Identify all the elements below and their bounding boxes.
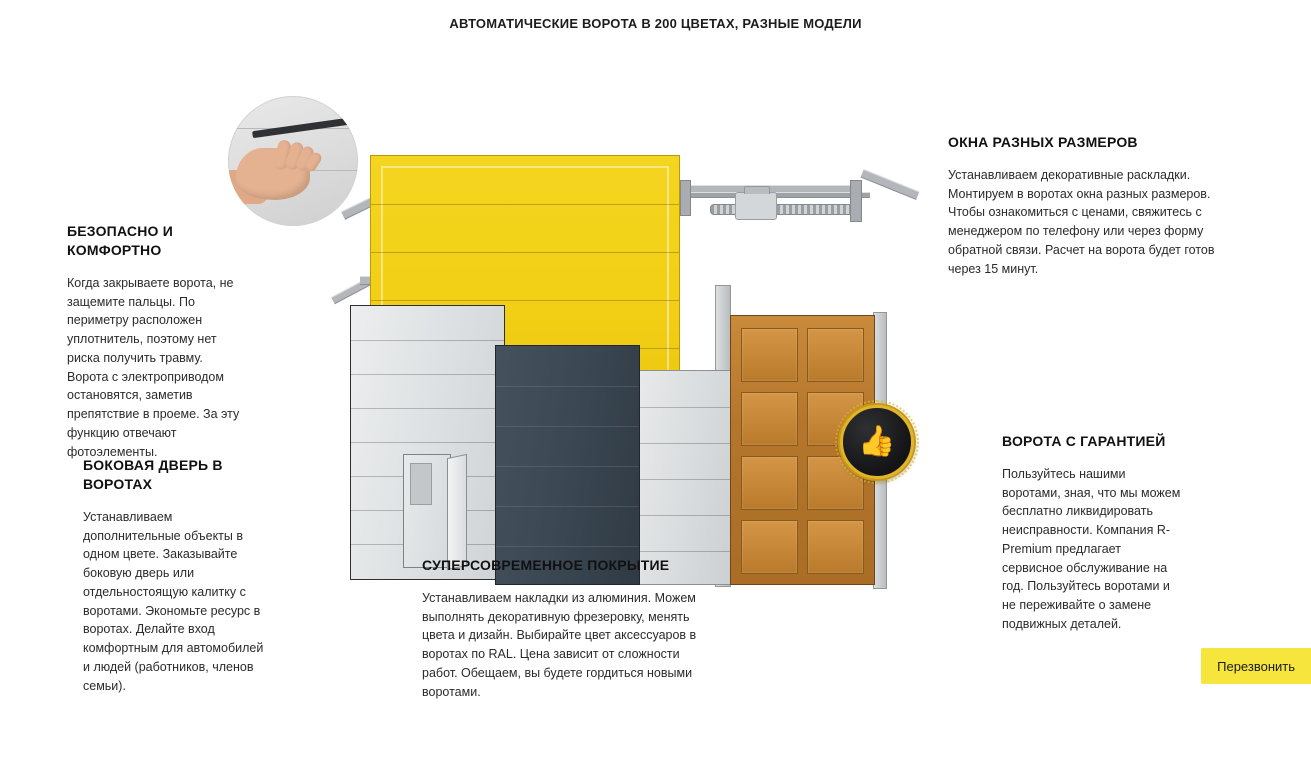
feature-text-windows: Устанавливаем декоративные раскладки. Монтируем в воротах окна разных размеров. Чтобы ознакомиться с ценами, свяжитесь с менеджером по телефону или через форму обратной связи. Расчет на ворота будет готов через 15 минут. xyxy=(948,167,1215,276)
feature-block-safety xyxy=(67,222,242,461)
feature-block-windows xyxy=(948,133,1248,278)
feature-title-warranty: ВОРОТА С ГАРАНТИЕЙ xyxy=(1002,433,1166,449)
door-seam xyxy=(371,204,679,205)
feature-block-side-door xyxy=(83,456,273,695)
door-seam xyxy=(371,252,679,253)
bracket xyxy=(680,180,691,216)
door-seam xyxy=(496,466,639,467)
wood-panel-cell xyxy=(741,392,798,446)
door-dark-blue xyxy=(495,345,640,585)
door-seam xyxy=(351,374,504,375)
feature-text-warranty: Пользуйтесь нашими воротами, зная, что мы можем бесплатно ликвидировать неисправности. Компания R-Premium предлагает сервисное обслуживание на год. Пользуйтесь воротами и не переживайте о замене подвижных деталей. xyxy=(1002,466,1181,631)
feature-title-side-door: БОКОВАЯ ДВЕРЬ В ВОРОТАХ xyxy=(83,457,223,492)
feature-title-coating: СУПЕРСОВРЕМЕННОЕ ПОКРЫТИЕ xyxy=(422,557,670,573)
door-seam xyxy=(496,506,639,507)
wood-panel-cell xyxy=(807,520,864,574)
door-seam xyxy=(636,443,744,444)
feature-block-coating xyxy=(422,556,712,701)
wood-panel-cell xyxy=(807,328,864,382)
wicket-door-leaf xyxy=(447,454,467,570)
door-seam xyxy=(496,386,639,387)
door-grey-small xyxy=(635,370,745,585)
opener-lamp xyxy=(735,192,777,220)
feature-text-safety: Когда закрываете ворота, не защемите пальцы. По периметру расположен уплотнитель, поэтому нет риска получить травму. Ворота с электроприводом остановятся, заметив препятствие в проеме. За эту функцию отвечают фотоэлементы. xyxy=(67,275,240,459)
feature-title-safety: БЕЗОПАСНО И КОМФОРТНО xyxy=(67,223,173,258)
callback-button[interactable]: Перезвонить xyxy=(1201,648,1311,684)
feature-text-side-door: Устанавливаем дополнительные объекты в одном цвете. Заказывайте боковую дверь или отдельностоящую калитку с воротами. Экономьте ресурс в воротах. Делайте вход комфортным для автомобилей и людей (работников, членов семьи). xyxy=(83,509,264,693)
hand-photo-circle xyxy=(228,96,358,226)
wicket-door xyxy=(403,454,451,568)
door-seam xyxy=(636,551,744,552)
quality-badge xyxy=(840,405,914,479)
door-white-with-wicket xyxy=(350,305,505,580)
door-seam xyxy=(636,407,744,408)
door-seam xyxy=(636,515,744,516)
door-seam xyxy=(496,546,639,547)
door-seam xyxy=(351,340,504,341)
feature-text-coating: Устанавливаем накладки из алюминия. Можем выполнять декоративную фрезеровку, менять цвета и дизайн. Выбирайте цвет аксессуаров в воротах по RAL. Цена зависит от сложности работ. Обещаем, вы будете гордиться новыми воротами. xyxy=(422,590,697,699)
door-seam xyxy=(351,408,504,409)
bracket xyxy=(850,180,862,222)
wood-panel-cell xyxy=(741,456,798,510)
door-seam xyxy=(496,426,639,427)
wood-panel-cell xyxy=(741,520,798,574)
feature-title-windows: ОКНА РАЗНЫХ РАЗМЕРОВ xyxy=(948,134,1138,150)
door-seam xyxy=(351,442,504,443)
door-edge xyxy=(252,115,358,138)
door-seam xyxy=(371,300,679,301)
wood-panel-cell xyxy=(741,328,798,382)
torsion-spring xyxy=(710,204,862,215)
door-seam xyxy=(636,479,744,480)
thumbs-up-icon: 👍 xyxy=(858,425,896,458)
feature-block-warranty xyxy=(1002,432,1182,634)
wicket-pane xyxy=(410,463,432,505)
page-title: АВТОМАТИЧЕСКИЕ ВОРОТА В 200 ЦВЕТАХ, РАЗНЫЕ МОДЕЛИ xyxy=(449,16,862,31)
